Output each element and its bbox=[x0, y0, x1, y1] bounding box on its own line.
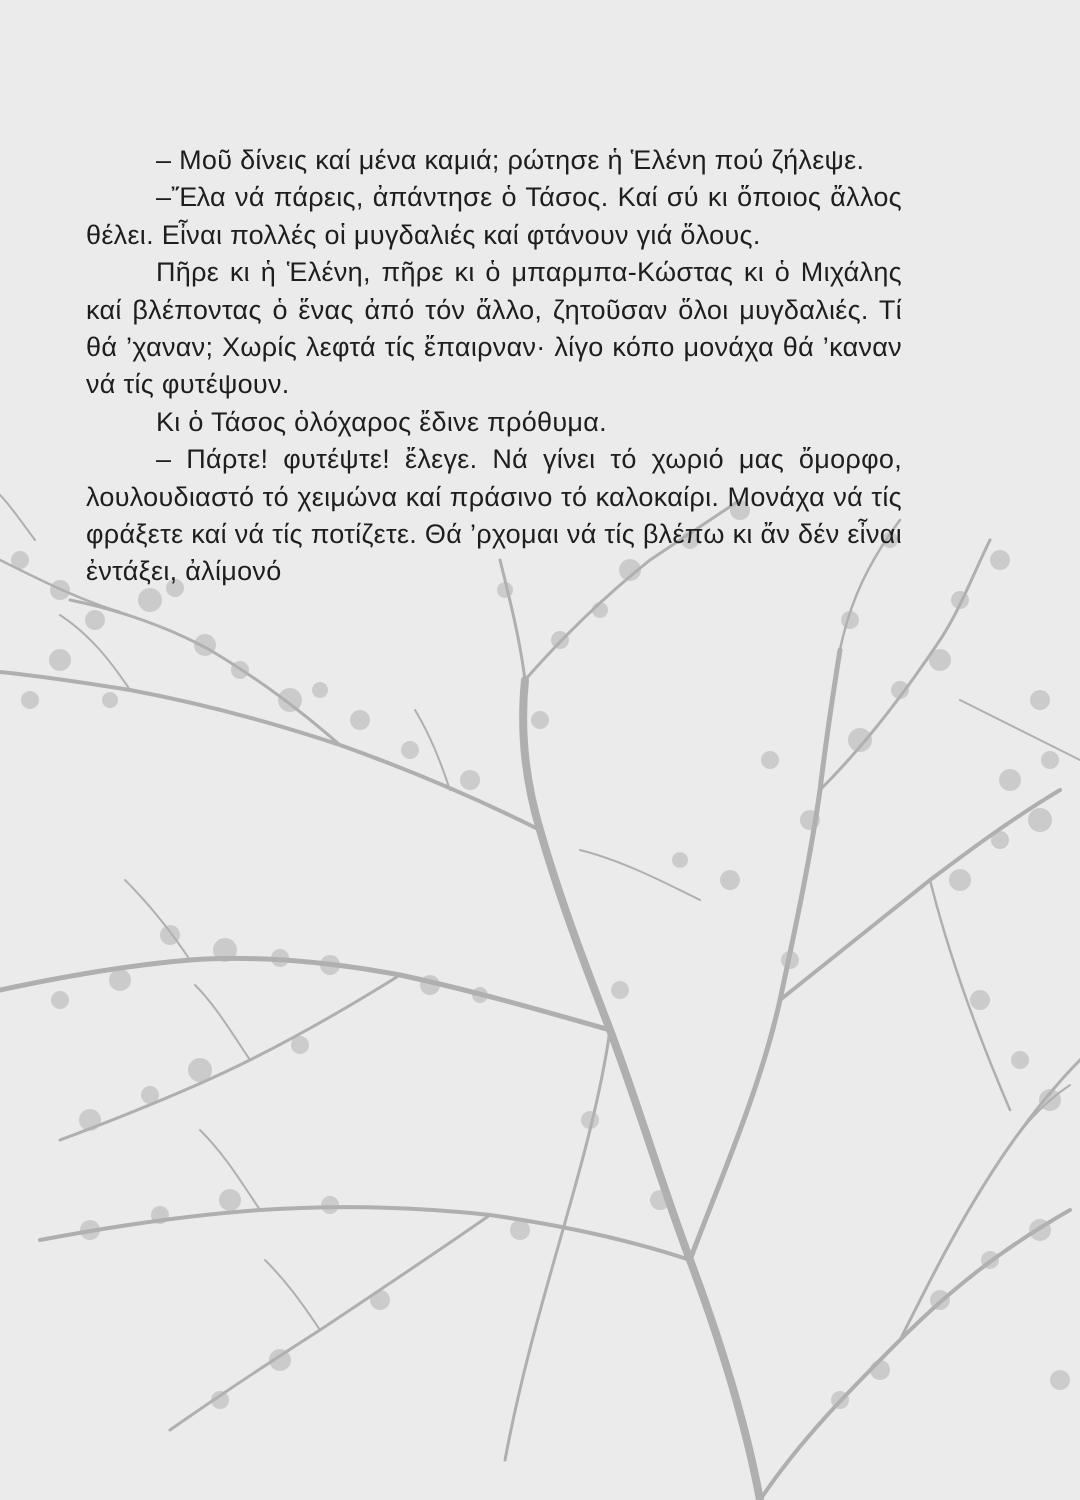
paragraph: Κι ὁ Τάσος ὁλόχαρος ἔδινε πρόθυμα. bbox=[156, 406, 607, 437]
paragraph: – Πάρτε! φυτέψτε! ἔλεγε. Νά γίνει τό χωριό μας ὄμορφο, λουλουδιαστό τό χειμώνα καί πράσινο τό καλοκαίρι. Μονάχα νά τίς φράξετε καί νά τίς ποτίζετε. Θά ’ρχομαι νά τίς βλέπω κι ἄν δέν εἶναι ἐντάξει, ἀλίμονό bbox=[86, 444, 902, 587]
paragraph: – Μοῦ δίνεις καί μένα καμιά; ρώτησε ἡ Ἑλένη πού ζήλεψε. bbox=[156, 145, 865, 175]
body-text bbox=[86, 142, 902, 591]
paragraph: –Ἔλα νά πάρεις, ἀπάντησε ὁ Τάσος. Καί σύ κι ὅποιος ἄλλος θέλει. Εἶναι πολλές οἱ μυγδαλιές καί φτάνουν γιά ὅλους. bbox=[86, 182, 902, 250]
paragraph: Πῆρε κι ἡ Ἑλένη, πῆρε κι ὁ μπαρμπα-Κώστας κι ὁ Μιχάλης καί βλέποντας ὁ ἕνας ἀπό τόν ἄλλο, ζητοῦσαν ὅλοι μυγδαλιές. Τί θά ’χαναν; Χωρίς λεφτά τίς ἔπαιρναν· λίγο κόπο μονάχα θά ’καναν νά τίς φυτέψουν. bbox=[86, 257, 902, 400]
